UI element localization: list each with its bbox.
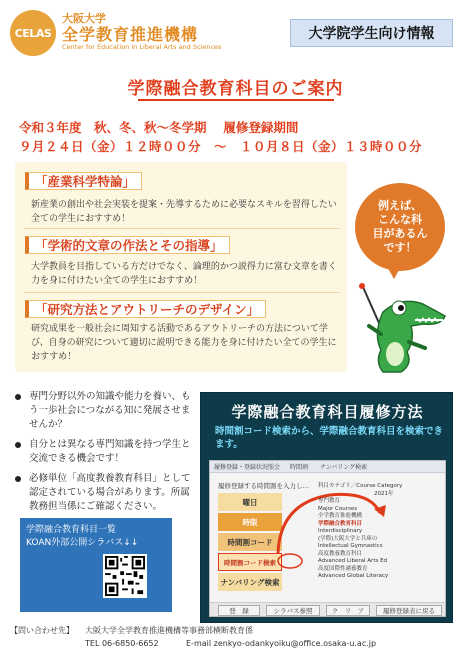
contact-label: 【問い合わせ先】 <box>10 626 74 635</box>
koan-subtitle: KOAN外部公開シラバス↓↓ <box>26 538 139 548</box>
condition-label: 科目カテゴリ／Course Category <box>318 483 403 489</box>
course-description: 大学教員を目指している方だけでなく、論理的かつ説得力に富む文章を書く力を身に付けたい全ての学生におすすめ！ <box>31 262 337 286</box>
registration-guide-panel <box>200 392 453 623</box>
condition-option[interactable]: (学際)大阪大学と兵庫の <box>318 535 378 542</box>
contact-email[interactable]: E-mail zenkyo-odankyoiku@office.osaka-u.ac.jp <box>186 639 377 648</box>
qr-code-icon[interactable] <box>103 554 147 598</box>
condition-option-en: Advanced Global Literacy <box>318 573 389 579</box>
menu-day[interactable]: 曜日 <box>218 493 282 511</box>
tab-registration[interactable]: 履修登録・登録状況照会 <box>214 464 281 471</box>
course-title: 「研究方法とアウトリーチのデザイン」 <box>25 300 266 318</box>
koan-screenshot <box>209 460 446 617</box>
menu-timetable-code-search[interactable]: 時間割コード検索 <box>218 553 282 571</box>
celas-logo-mark: CELAS <box>10 10 56 56</box>
title-underline <box>138 99 334 101</box>
screenshot-heading: 履修登録する時間割を入力し… <box>218 482 309 490</box>
page-title: 学際融合教育科目のご案内 <box>127 79 344 99</box>
benefit-list <box>13 390 193 520</box>
course-panel <box>15 162 347 372</box>
speech-bubble <box>355 183 445 271</box>
guide-title: 学際融合教育科目履修方法 <box>231 403 424 421</box>
condition-option[interactable]: 高度教養教育科目 <box>318 550 363 557</box>
condition-option[interactable]: 全学教育推進機構 <box>318 513 363 519</box>
contact-phone: TEL 06-6850-6652 <box>85 639 159 648</box>
guide-description: 時間割コード検索から、学際融合教育科目を検索できます。 <box>215 426 444 450</box>
bullet-icon <box>15 476 21 482</box>
course-description: 研究成果を一般社会に周知する活動であるアウトリーチの方法について学び、自身の研究について適切に説明できる能力を身に付けたい全ての学生におすすめ！ <box>31 324 337 362</box>
list-item <box>13 472 193 514</box>
speech-bubble-text: 例えば、 こんな科 目があるん です！ <box>372 199 428 254</box>
register-button[interactable]: 登 録 <box>218 605 260 616</box>
koan-syllabus-box[interactable] <box>20 518 172 612</box>
condition-option-en: Intellectual Gymnastics <box>318 543 383 549</box>
menu-period[interactable]: 時限 <box>218 513 282 531</box>
list-item <box>13 390 193 432</box>
koan-title: 学際融合教育科目一覧 <box>26 525 117 535</box>
bullet-icon <box>15 442 21 448</box>
list-item <box>13 438 193 466</box>
speech-bubble-tail <box>385 263 403 279</box>
audience-badge: 大学院学生向け情報 <box>290 19 453 47</box>
condition-option-en: Advanced Liberal Arts Ed <box>318 558 388 564</box>
registration-period-label: 令和３年度 秋、冬、秋〜冬学期 履修登録期間 <box>19 120 299 135</box>
condition-option[interactable]: 高度国際性涵養教育 <box>318 565 368 572</box>
logo-university: 大阪大学 <box>62 12 106 25</box>
course-title: 「産業科学特論」 <box>25 172 142 190</box>
course-divider <box>23 228 339 229</box>
syllabus-button[interactable]: シラバス参照 <box>266 605 320 616</box>
crocodile-mascot-icon <box>353 282 449 377</box>
screenshot-button-bar <box>210 602 446 617</box>
course-title: 「学術的文章の作法とその指導」 <box>25 236 230 254</box>
condition-option[interactable]: 専門教育 <box>318 498 341 504</box>
logo-center-name: 全学教育推進機構 <box>62 25 199 44</box>
contact-organization: 大阪大学全学教育推進機構等事務部横断教育係 <box>85 626 253 635</box>
menu-numbering-search[interactable]: ナンバリング検索 <box>218 573 282 591</box>
back-to-registration-button[interactable]: 履修登録表に戻る <box>376 605 442 616</box>
course-description: 新産業の創出や社会実装を提案・先導するために必要なスキルを習得したい全ての学生におすすめ！ <box>31 200 337 224</box>
tab-timetable[interactable]: 時間割 <box>290 464 309 471</box>
category-condition-list <box>318 483 443 581</box>
registration-period-dates: ９月２４日（金）１２時００分 〜 １０月８日（金）１３時００分 <box>19 139 423 154</box>
logo-english-name: Center for Education in Liberal Arts and Sciences <box>62 43 222 51</box>
organization-logo <box>10 10 222 60</box>
tab-numbering[interactable]: ナンバリング検索 <box>320 464 368 471</box>
condition-year[interactable]: 2021年 <box>374 490 394 497</box>
list-item-text: 専門分野以外の知識や能力を養い、もう一歩社会につながる知に発展させませんか？ <box>29 391 191 430</box>
list-item-text: 必修単位「高度教養教育科目」として認定されている場合があります。所属教務担当係にご確認ください。 <box>29 473 191 512</box>
screenshot-tab-bar <box>210 461 446 473</box>
course-divider <box>23 292 339 293</box>
menu-timetable-code[interactable]: 時間割コード <box>218 533 282 551</box>
condition-option-en: Interdisciplinary <box>318 528 363 534</box>
clear-button[interactable]: ク リ ア <box>326 605 370 616</box>
condition-option[interactable]: 学際融合教育科目 <box>318 520 363 527</box>
list-item-text: 自分とは異なる専門知識を持つ学生と交流できる機会です！ <box>29 439 191 464</box>
bullet-icon <box>15 394 21 400</box>
condition-option-en: Major Courses <box>318 505 358 512</box>
